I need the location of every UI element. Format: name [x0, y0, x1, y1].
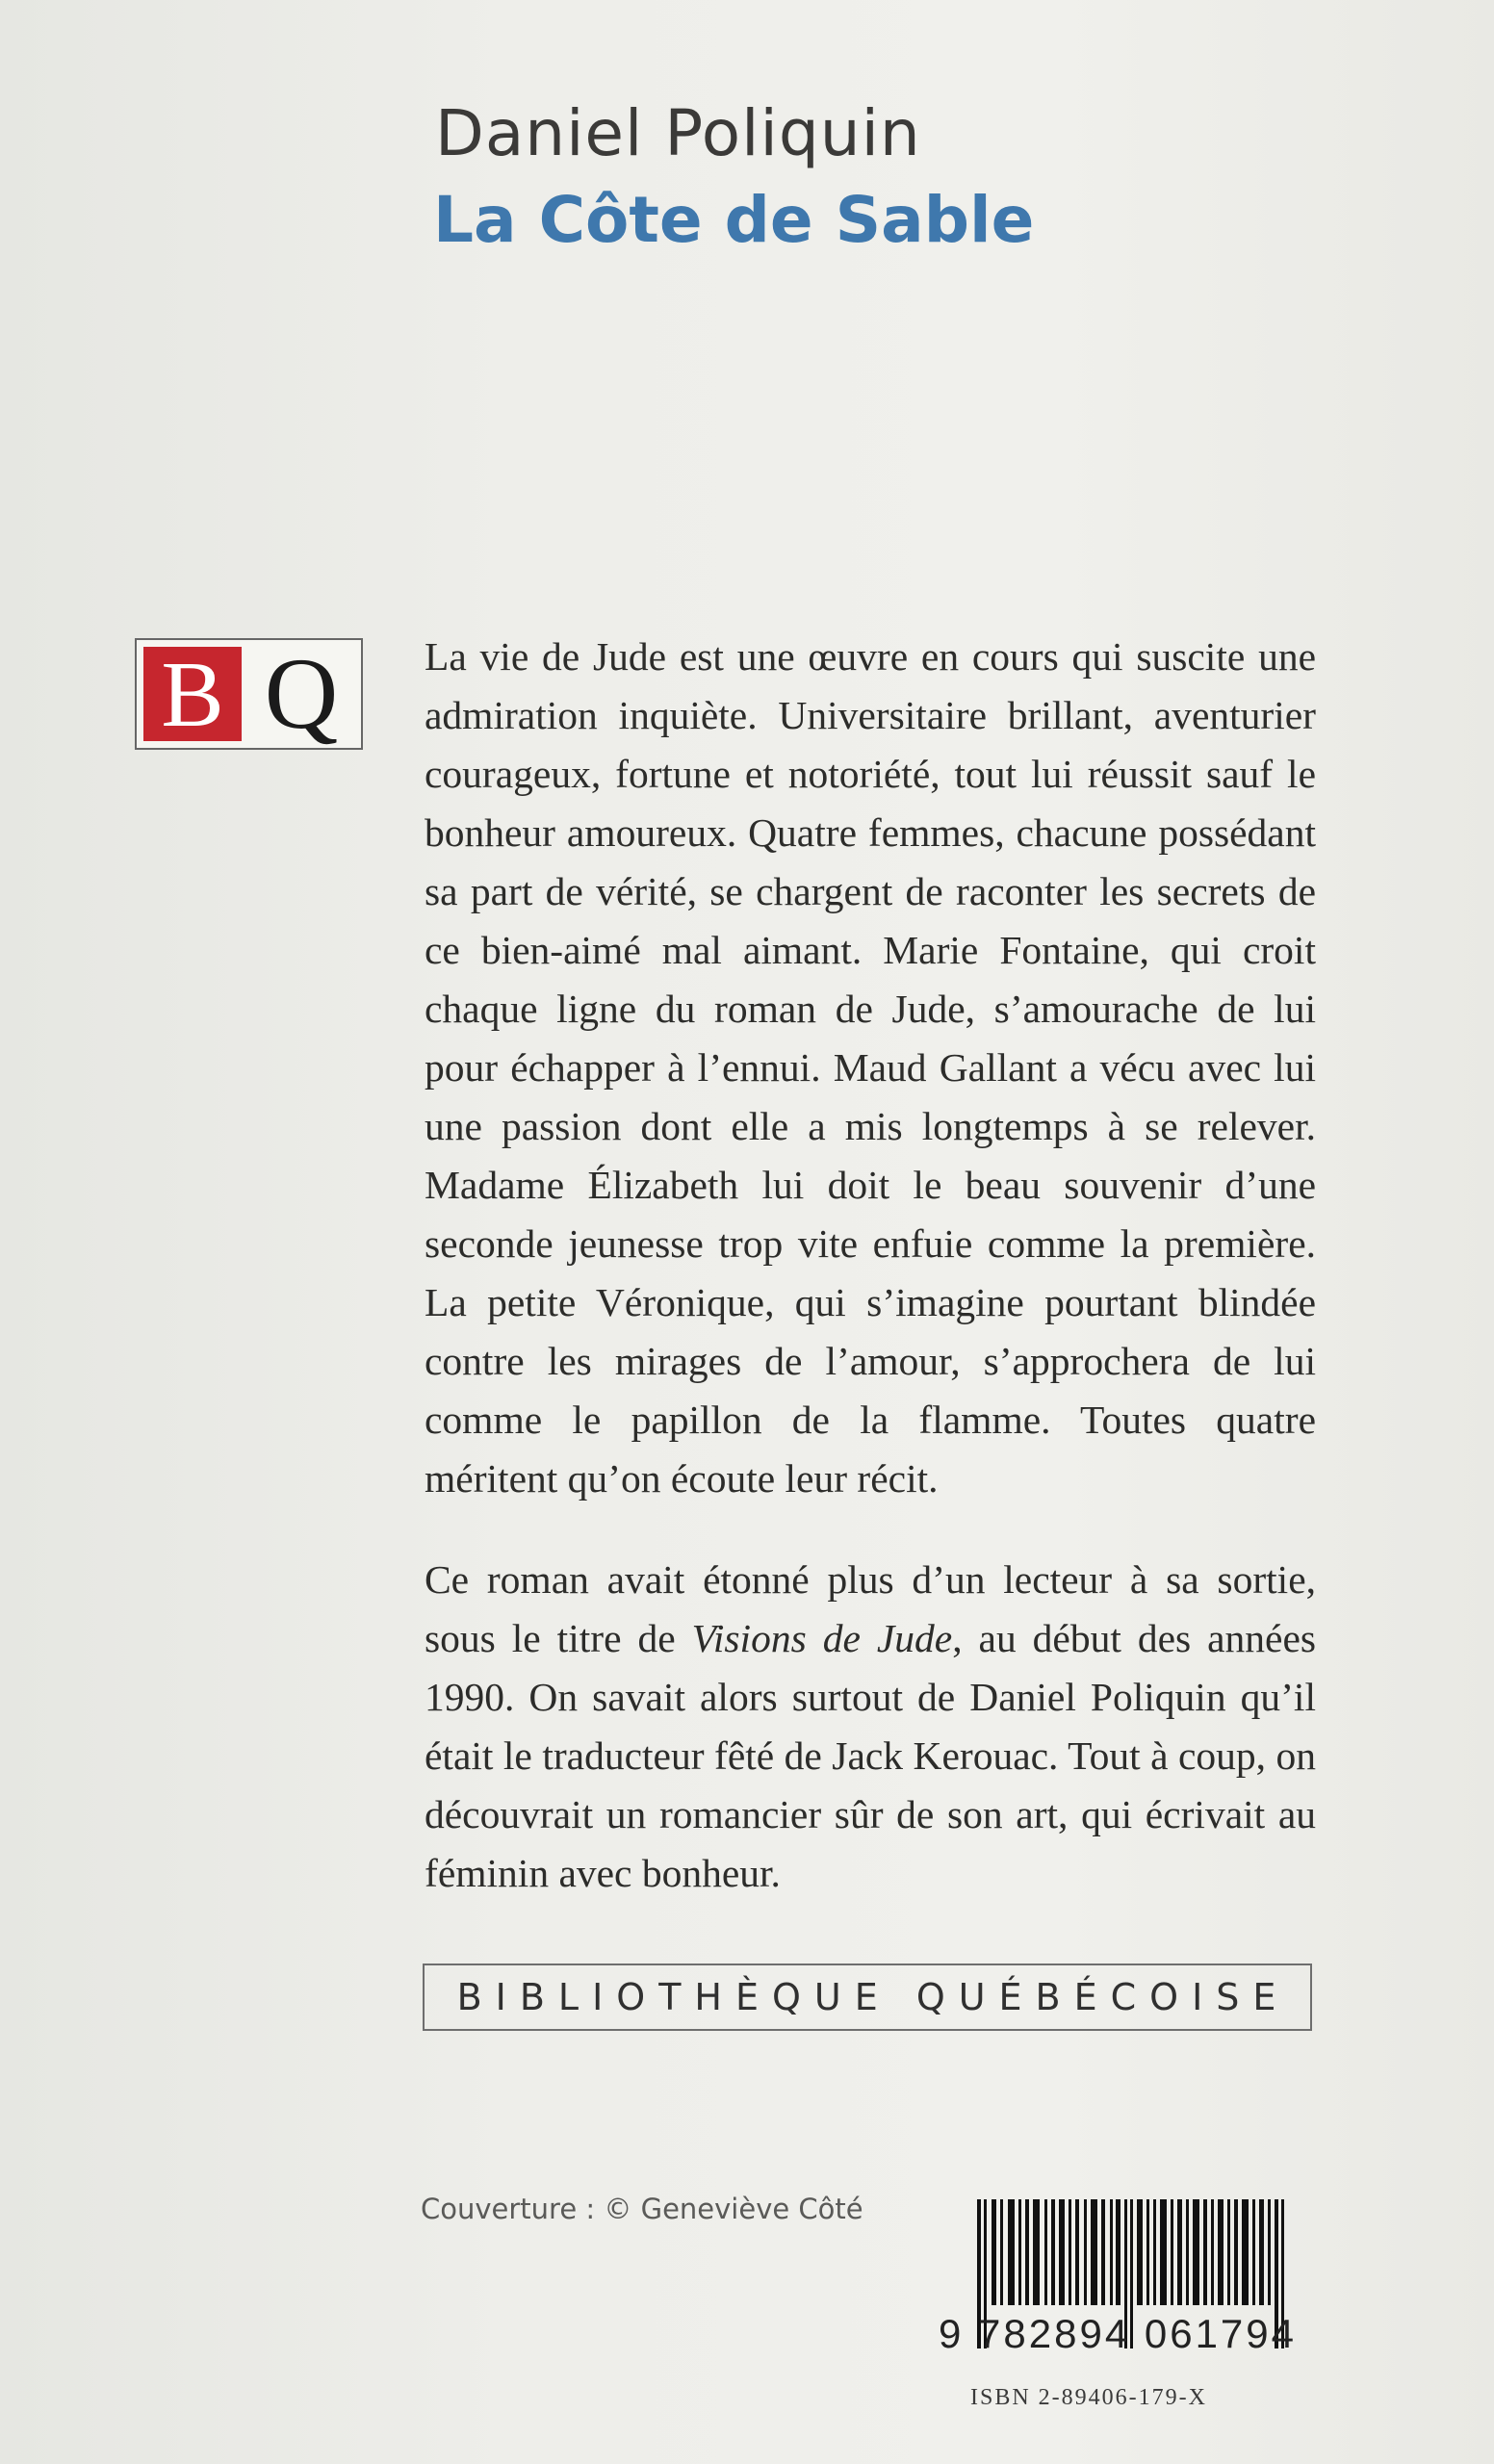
isbn-label: ISBN 2-89406-179-X — [970, 2385, 1207, 2410]
blurb-paragraph-1: La vie de Jude est une œuvre en cours qui suscite une admiration inquiète. Universitaire brillant, aventurier courageux, fortune et notoriété, tout lui réussit sauf le bonheur amoureux. Quatre femmes, chacune possédant sa part de vérité, se chargent de raconter les secrets de ce bien-aimé mal aimant. Marie Fontaine, qui croit chaque ligne du roman de Jude, s’amourache de lui pour échapper à l’ennui. Maud Gallant a vécu avec lui une passion dont elle a mis longtemps à se relever. Madame Élizabeth lui doit le beau souvenir d’une seconde jeunesse trop vite enfuie comme la première. La petite Véronique, qui s’imagine pourtant blindée contre les mirages de l’amour, s’approchera de lui comme le papillon de la flamme. Toutes quatre méritent qu’on écoute leur récit. — [425, 634, 1316, 1501]
author-name: Daniel Poliquin — [435, 96, 921, 170]
blurb-paragraph-2-start: Ce roman avait étonné plus d’un lecteur à sa sortie, sous le titre de — [425, 1557, 1316, 1660]
bq-logo-q-letter: Q — [264, 637, 339, 750]
back-cover-blurb — [425, 628, 1316, 1903]
blurb-paragraph-2-end: , au début des années 1990. On savait alors surtout de Daniel Poliquin qu’il était le traducteur fêté de Jack Kerouac. Tout à coup, on découvrait un romancier sûr de son art, qui écrivait au féminin avec bonheur. — [425, 1616, 1317, 1895]
series-name: BIBLIOTHÈQUE QUÉBÉCOISE — [456, 1976, 1290, 2018]
barcode-number: 9 782894 061794 — [939, 2311, 1297, 2356]
blurb-paragraph-2 — [425, 1551, 1316, 1903]
book-title: La Côte de Sable — [433, 183, 1035, 257]
bq-logo — [135, 638, 363, 750]
cover-credit: Couverture : © Geneviève Côté — [421, 2193, 863, 2225]
series-name-box — [423, 1964, 1312, 2031]
bq-logo-b-letter: B — [143, 647, 242, 741]
original-title-italic: Visions de Jude — [691, 1616, 953, 1660]
